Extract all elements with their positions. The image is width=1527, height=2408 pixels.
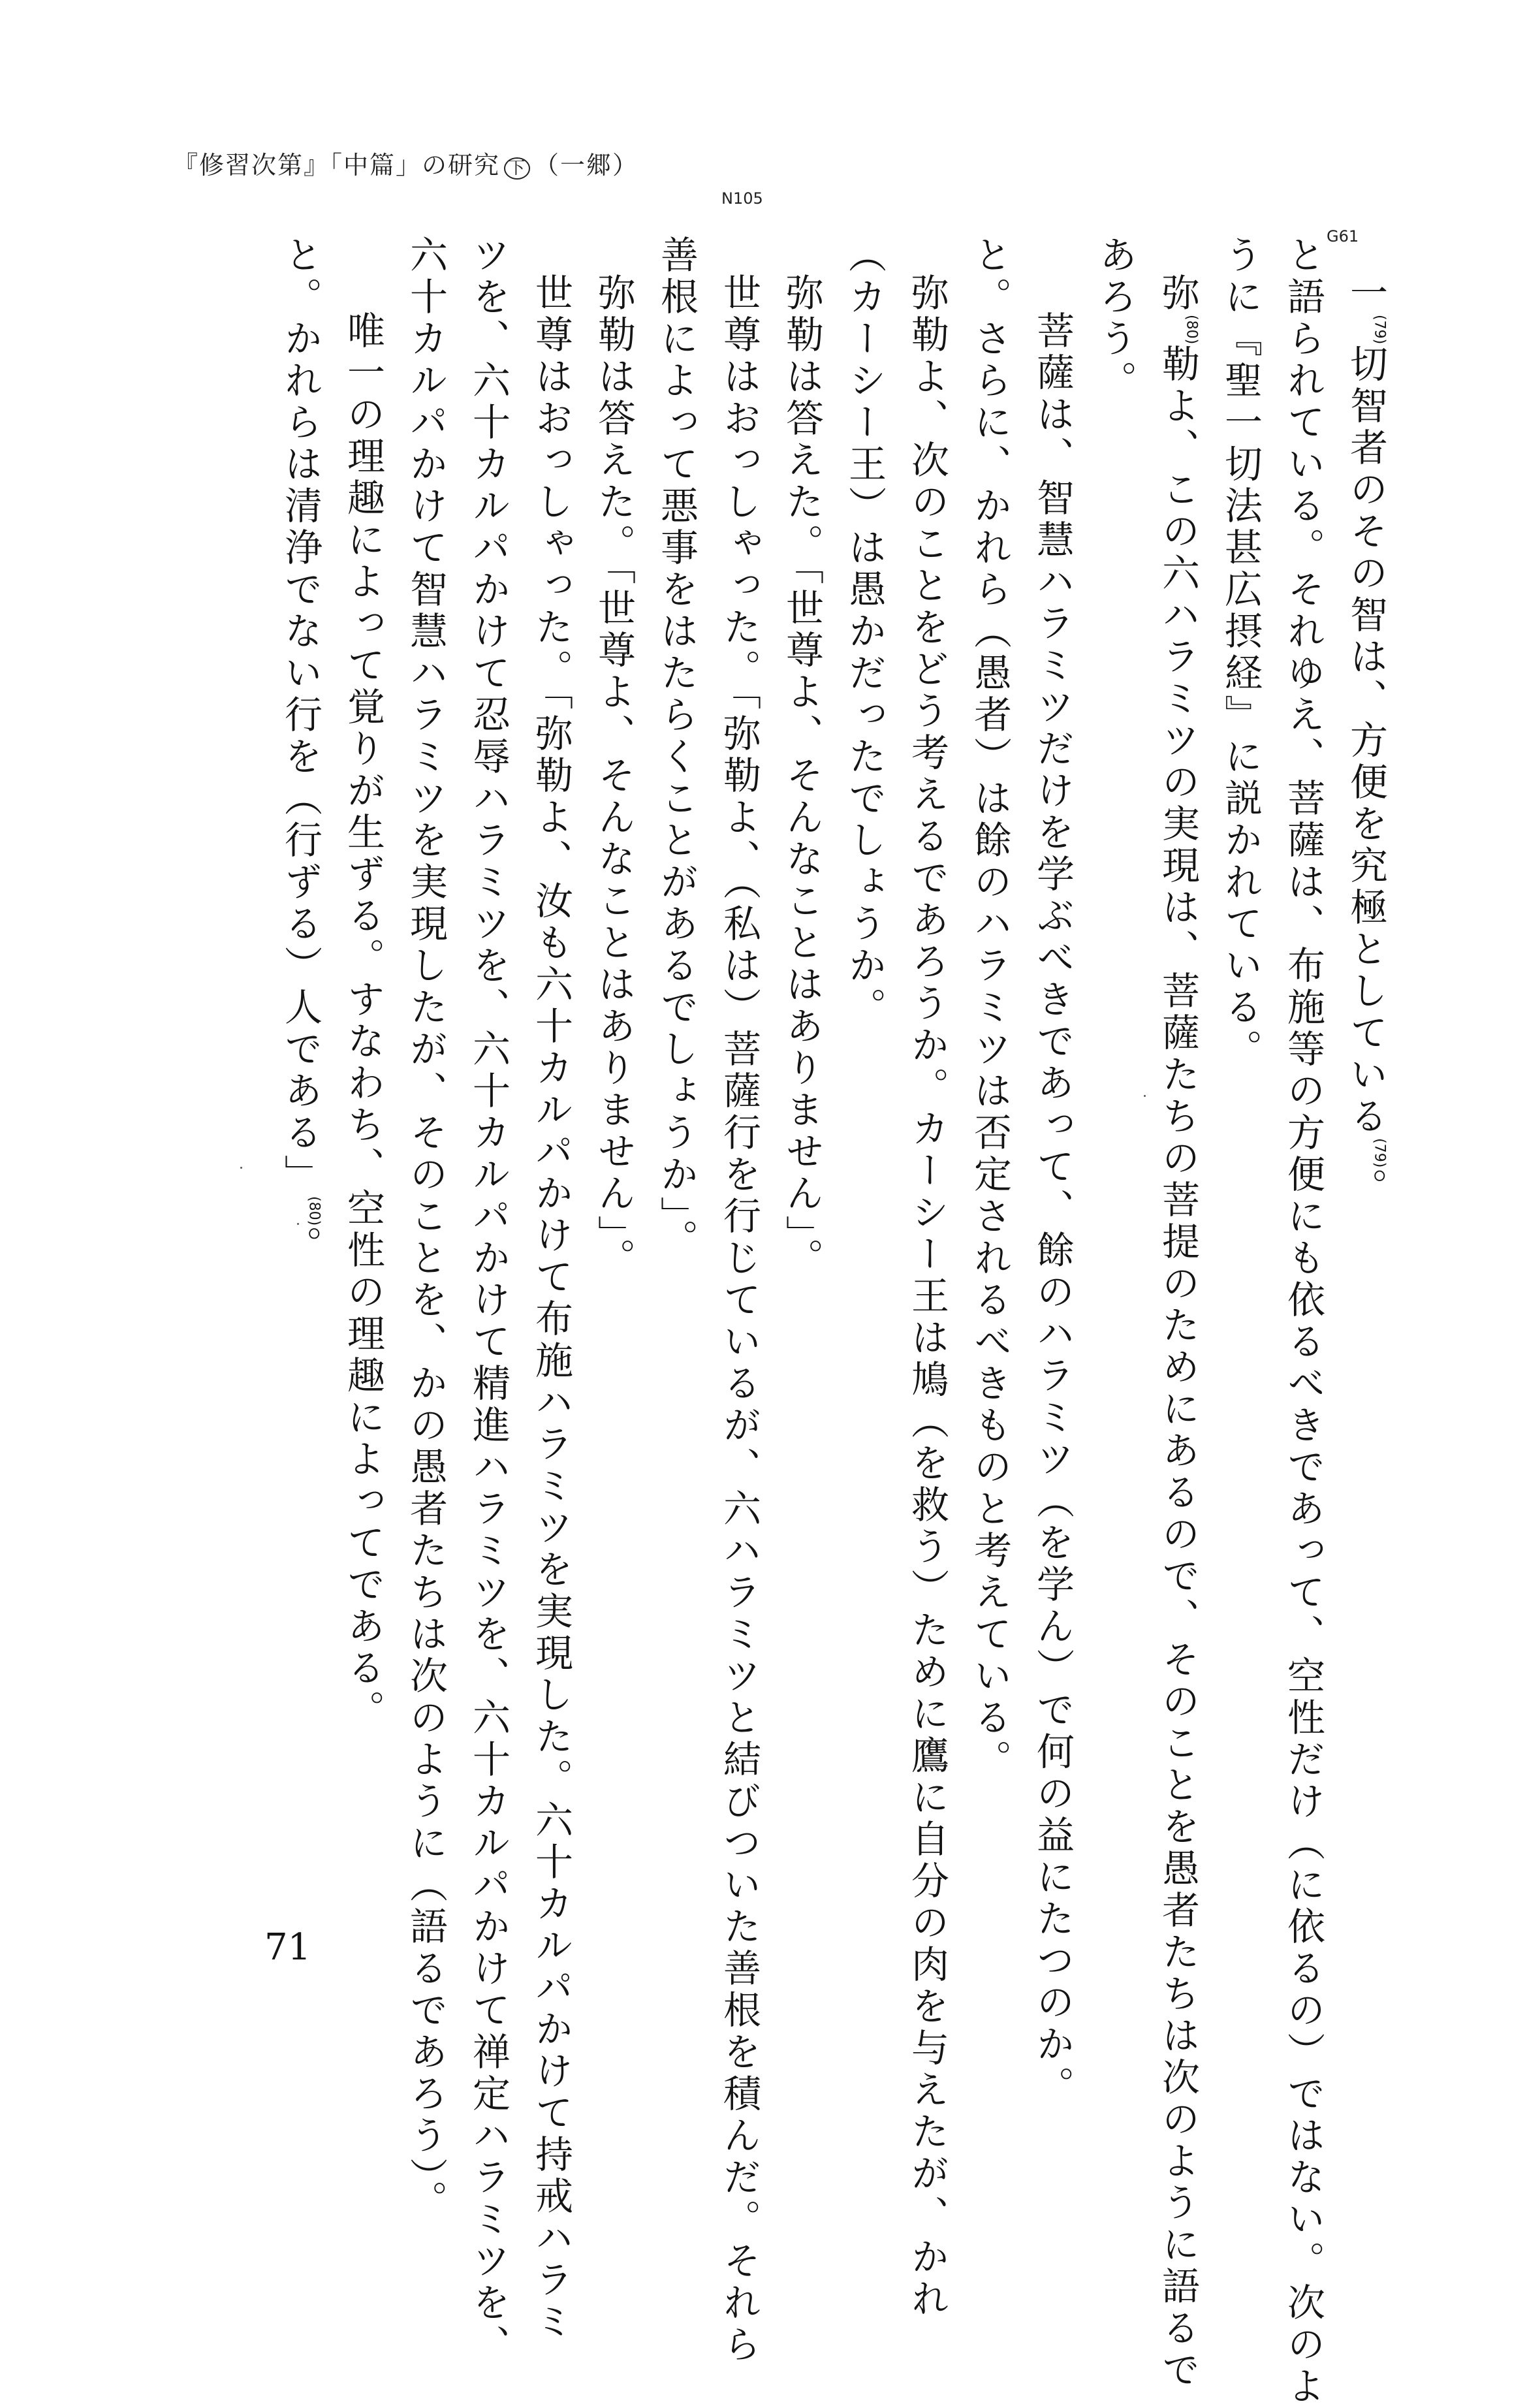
text-line: 世尊はおっしゃった。「弥勒よ、汝も六十カルパかけて布施ハラミツを実現した。六十カルパかけて持戒ハラミ — [529, 273, 573, 2343]
text-line: 唯一の理趣によって覚りが生ずる。すなわち、空性の理趣によってである。 — [341, 311, 385, 1732]
running-head-author: （一郷） — [534, 151, 639, 180]
text-line: 一$^{(79)}$切智者のその智は、方便を究極としている$^{(79)}$。 — [1344, 273, 1388, 1210]
text-line: うに『聖一切法甚広摂経』に説かれている。 — [1218, 235, 1263, 1071]
running-head-volume: 下 — [504, 157, 530, 180]
text-line: ツを、六十カルパかけて忍辱ハラミツを、六十カルパかけて精進ハラミツを、六十カルパかけて禅定ハラミツを、 — [466, 235, 511, 2366]
text-line: 弥$^{(80)}$勒よ、この六ハラミツの実現は、菩薩たちの菩提のためにあるので、そのことを愚者たちは次のように語るで — [1156, 273, 1200, 2392]
page-number: 71 — [264, 1926, 311, 1969]
text-line: と。かれらは清浄でない行を（行ずる）人である」$^{(80)}$。 — [278, 235, 323, 1268]
text-line: 六十カルパかけて智慧ハラミツを実現したが、そのことを、かの愚者たちは次のように（語るであろう）。 — [403, 235, 448, 2222]
scan-speck — [297, 1223, 299, 1225]
footnote-ref: (80) — [1183, 315, 1200, 345]
text-line: あろう。 — [1093, 235, 1137, 402]
text-line: と。さらに、かれら（愚者）は餘のハラミツは否定されるべきものと考えている。 — [968, 235, 1012, 1781]
text-line: 弥勒は答えた。「世尊よ、そんなことはありません」。 — [591, 273, 636, 1280]
scan-speck — [240, 1167, 242, 1169]
text-line: 善根によって悪事をはたらくことがあるでしょうか」。 — [654, 235, 699, 1261]
text-line: と語られている。それゆえ、菩薩は、布施等の方便にも依るべきであって、空性だけ（に依るの）ではない。次のよ — [1281, 235, 1325, 2408]
scan-speck — [1144, 1095, 1146, 1097]
text-line: 菩薩は、智慧ハラミツだけを学ぶべきであって、餘のハラミツ（を学ん）で何の益にたつのか。 — [1030, 311, 1075, 2108]
text-line: 世尊はおっしゃった。「弥勒よ、（私は）菩薩行を行じているが、六ハラミツと結びついた善根を積んだ。それら — [717, 273, 761, 2366]
running-head — [173, 145, 638, 181]
n-mark: N105 — [721, 189, 763, 208]
text-line: （カーシー王）は愚かだったでしょうか。 — [842, 235, 887, 1029]
text-line: 弥勒は答えた。「世尊よ、そんなことはありません」。 — [779, 273, 824, 1280]
text-line: 弥勒よ、次のことをどう考えるであろうか。カーシー王は鳩（を救う）ために鷹に自分の肉を与えたが、かれ — [905, 273, 949, 2321]
g-mark: G61 — [1327, 227, 1359, 246]
footnote-ref: (80) — [306, 1196, 323, 1226]
footnote-ref: (79) — [1371, 315, 1388, 345]
footnote-ref: (79) — [1371, 1138, 1388, 1168]
running-head-title: 『修習次第』「中篇」の研究 — [173, 151, 501, 180]
